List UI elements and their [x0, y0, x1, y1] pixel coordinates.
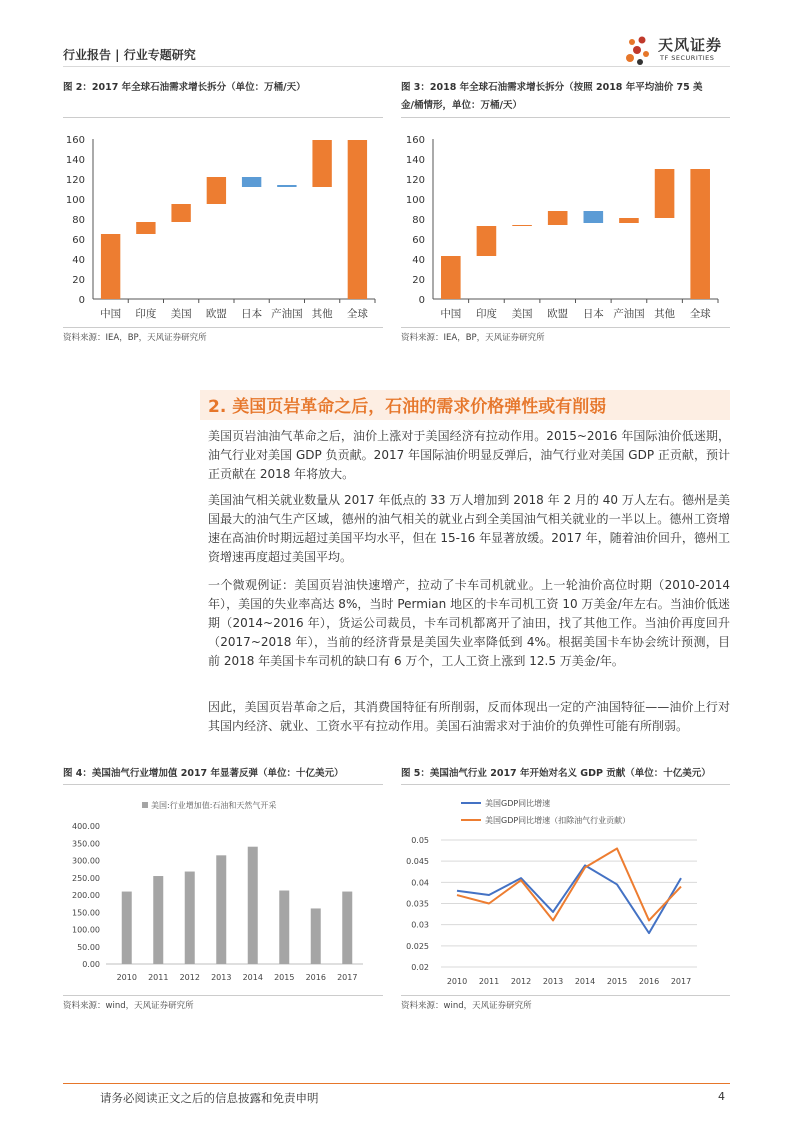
- fig2-bar-6: [312, 140, 331, 187]
- fig4-ytick: 100.00: [72, 925, 100, 935]
- fig5-xtick-label: 2010: [446, 977, 468, 986]
- paragraph-4: 因此，美国页岩革命之后，其消费国特征有所削弱，反而体现出一定的产油国特征——油价上行对其国内经济、就业、工资水平有拉动作用。美国石油需求对于油价的负弹性可能有所削弱。: [208, 700, 730, 733]
- fig5-series-line-0: [457, 865, 681, 933]
- fig5-ytick: 0.04: [411, 878, 429, 888]
- fig2-ytick: 140: [65, 155, 85, 166]
- fig5-legend-label-0: 美国GDP同比增速: [485, 799, 551, 808]
- fig5-xtick-label: 2015: [606, 977, 628, 986]
- fig3-bar-6: [655, 169, 675, 218]
- fig3-bottom-rule: [401, 327, 730, 328]
- fig4-title: 图 4：美国油气行业增加值 2017 年显著反弹（单位：十亿美元）: [63, 768, 344, 779]
- fig3-bar-2: [512, 225, 532, 226]
- fig2-xtick-label: 其他: [311, 308, 333, 320]
- fig2-source: 资料来源：IEA，BP，天风证券研究所: [63, 333, 207, 343]
- fig4-bar-2010: [122, 892, 132, 964]
- fig3-ytick: 80: [412, 215, 425, 226]
- fig3-top-rule: [401, 117, 730, 118]
- fig2-bar-3: [207, 177, 226, 204]
- section-title: 2. 美国页岩革命之后，石油的需求价格弹性或有削弱: [208, 397, 607, 417]
- fig4-bar-2015: [279, 891, 289, 964]
- fig3-ytick: 40: [412, 255, 425, 266]
- fig5-ytick: 0.05: [411, 836, 429, 845]
- header-divider: [63, 66, 730, 67]
- fig5-ytick: 0.045: [406, 857, 429, 867]
- footer-divider: [63, 1083, 730, 1084]
- fig4-ytick: 350.00: [72, 839, 100, 849]
- fig3-bar-7: [690, 169, 710, 299]
- fig2-title: 图 2：2017 年全球石油需求增长拆分（单位：万桶/天）: [63, 82, 306, 93]
- fig4-bottom-rule: [63, 995, 383, 996]
- fig3-xtick-label: 日本: [582, 308, 604, 320]
- fig3-title: [401, 79, 731, 115]
- fig2-ytick: 120: [65, 175, 85, 186]
- fig4-bar-2014: [248, 847, 258, 964]
- fig3-ytick: 60: [412, 235, 425, 246]
- fig2-xtick-label: 中国: [100, 308, 122, 320]
- fig4-bar-2012: [185, 872, 195, 964]
- fig4-bar-2017: [342, 892, 352, 964]
- fig2-ytick: 160: [65, 135, 85, 146]
- fig5-top-rule: [401, 784, 730, 785]
- fig5-ytick: 0.02: [411, 963, 429, 972]
- fig5-xtick-label: 2011: [478, 977, 500, 986]
- fig2-bar-0: [101, 234, 120, 299]
- fig4-ytick: 300.00: [72, 856, 100, 866]
- fig4-source: 资料来源：wind，天风证券研究所: [63, 1001, 194, 1011]
- fig2-xtick-label: 印度: [135, 308, 157, 320]
- fig2-bar-1: [136, 222, 155, 234]
- logo-subtext: TF SECURITIES: [660, 54, 715, 62]
- fig3-bar-5: [619, 218, 639, 223]
- fig2-ytick: 100: [65, 195, 85, 206]
- fig5-ytick: 0.035: [406, 899, 429, 909]
- fig4-xtick-label: 2014: [242, 973, 263, 982]
- fig4-xtick-label: 2016: [305, 973, 326, 982]
- fig4-bar-2016: [311, 908, 321, 964]
- fig2-bar-7: [348, 140, 367, 299]
- fig3-xtick-label: 中国: [440, 308, 462, 320]
- fig4-bar-2011: [153, 876, 163, 964]
- fig2-ytick: 40: [72, 255, 85, 266]
- report-category: 行业报告 | 行业专题研究: [63, 48, 196, 62]
- page-number: 4: [718, 1090, 725, 1103]
- fig3-xtick-label: 欧盟: [547, 308, 569, 320]
- paragraph-3: 一个微观例证：美国页岩油快速增产，拉动了卡车司机就业。上一轮油价高位时期（2010-2014 年），美国的失业率高达 8%，当时 Permian 地区的卡车司机工资 10 万美金/年左右。当油价低迷期（2014~2016 年），货运公司裁员，卡车司机都离开了油田，找了其他工作。当油价再度回升（2017~2018 年），当前的经济背景是美国失业率降低到 4%。根据美国卡车协会统计预测，目前 2018 年美国卡车司机的缺口有 6 万个，工人工资上涨到 12.5 万美金/年。: [208, 578, 730, 668]
- fig4-legend-swatch: [142, 802, 148, 808]
- fig3-bar-1: [477, 226, 497, 256]
- fig2-ytick: 80: [72, 215, 85, 226]
- fig2-bar-2: [171, 204, 190, 222]
- fig3-waterfall-chart: [401, 125, 730, 325]
- fig5-ytick: 0.03: [411, 920, 429, 930]
- fig4-ytick: 200.00: [72, 891, 100, 900]
- fig4-bar-chart: [63, 790, 383, 990]
- fig4-ytick: 400.00: [72, 822, 100, 831]
- fig4-legend-label: 美国:行业增加值:石油和天然气开采: [151, 801, 277, 810]
- fig5-xtick-label: 2013: [542, 977, 564, 986]
- paragraph-1: 美国页岩油油气革命之后，油价上涨对于美国经济有拉动作用。2015~2016 年国际油价低迷期，油气行业对美国 GDP 负贡献。2017 年国际油价明显反弹后，油气行业对美国 GDP 正贡献，预计正贡献在 2018 年将放大。: [208, 429, 730, 481]
- fig3-xtick-label: 产油国: [613, 308, 645, 320]
- paragraph-2: 美国油气相关就业数量从 2017 年低点的 33 万人增加到 2018 年 2 月的 40 万人左右。德州是美国最大的油气生产区域，德州的油气相关的就业占到全美国油气相关就业的一半以上。德州工资增速在高油价时期远超过美国平均水平，但在 15-16 年显著放缓。2017 年，随着油价回升，德州工资增速再度超过美国平均。: [208, 493, 730, 564]
- fig5-line-chart: [401, 790, 730, 990]
- fig3-ytick: 160: [405, 135, 425, 146]
- fig4-ytick: 50.00: [77, 942, 100, 952]
- fig2-ytick: 0: [78, 295, 85, 306]
- fig2-top-rule: [63, 117, 383, 118]
- fig3-ytick: 100: [405, 195, 425, 206]
- fig5-ytick: 0.025: [406, 941, 429, 951]
- fig2-xtick-label: 欧盟: [205, 308, 227, 320]
- fig4-ytick: 150.00: [72, 908, 100, 918]
- fig2-xtick-label: 美国: [170, 308, 192, 320]
- fig3-bar-3: [548, 211, 568, 225]
- fig5-title: 图 5：美国油气行业 2017 年开始对名义 GDP 贡献（单位：十亿美元）: [401, 768, 711, 779]
- fig3-bar-4: [584, 211, 604, 223]
- fig3-ytick: 20: [412, 275, 425, 286]
- fig3-title-line2: 金/桶情形，单位：万桶/天）: [401, 100, 522, 111]
- fig3-xtick-label: 全球: [689, 308, 711, 320]
- fig2-ytick: 60: [72, 235, 85, 246]
- logo-text: 天风证券: [658, 36, 723, 54]
- fig3-ytick: 0: [418, 295, 425, 306]
- fig5-series-line-1: [457, 848, 681, 920]
- company-logo: [622, 32, 742, 68]
- fig3-xtick-label: 印度: [475, 308, 497, 320]
- fig5-source: 资料来源：wind，天风证券研究所: [401, 1001, 532, 1011]
- fig4-xtick-label: 2012: [179, 973, 200, 982]
- footer-disclaimer: 请务必阅读正文之后的信息披露和免责申明: [100, 1091, 319, 1105]
- fig2-xtick-label: 产油国: [271, 308, 303, 320]
- fig3-title-line1: 图 3：2018 年全球石油需求增长拆分（按照 2018 年平均油价 75 美: [401, 82, 703, 93]
- fig4-xtick-label: 2013: [211, 973, 232, 982]
- fig4-xtick-label: 2010: [116, 973, 137, 982]
- fig2-waterfall-chart: [63, 125, 383, 325]
- fig3-bar-0: [441, 256, 461, 299]
- fig2-bottom-rule: [63, 327, 383, 328]
- fig3-ytick: 140: [405, 155, 425, 166]
- fig3-ytick: 120: [405, 175, 425, 186]
- fig5-xtick-label: 2012: [510, 977, 532, 986]
- fig4-xtick-label: 2017: [337, 973, 358, 982]
- fig2-bar-5: [277, 185, 296, 187]
- fig5-xtick-label: 2016: [638, 977, 660, 986]
- fig4-top-rule: [63, 784, 383, 785]
- fig3-xtick-label: 美国: [511, 308, 533, 320]
- fig4-ytick: 0.00: [82, 960, 100, 969]
- fig5-xtick-label: 2017: [670, 977, 692, 986]
- fig4-bar-2013: [216, 855, 226, 964]
- fig5-xtick-label: 2014: [574, 977, 596, 986]
- fig3-xtick-label: 其他: [654, 308, 676, 320]
- fig2-xtick-label: 全球: [346, 308, 368, 320]
- fig2-ytick: 20: [72, 275, 85, 286]
- fig4-xtick-label: 2015: [274, 973, 295, 982]
- fig5-legend-label-1: 美国GDP同比增速（扣除油气行业贡献）: [485, 816, 631, 825]
- fig3-source: 资料来源：IEA，BP，天风证券研究所: [401, 333, 545, 343]
- fig2-xtick-label: 日本: [241, 308, 263, 320]
- logo-mark-icon: [622, 32, 656, 68]
- fig4-ytick: 250.00: [72, 873, 100, 883]
- fig2-bar-4: [242, 177, 261, 187]
- fig5-bottom-rule: [401, 995, 730, 996]
- fig4-xtick-label: 2011: [148, 973, 169, 982]
